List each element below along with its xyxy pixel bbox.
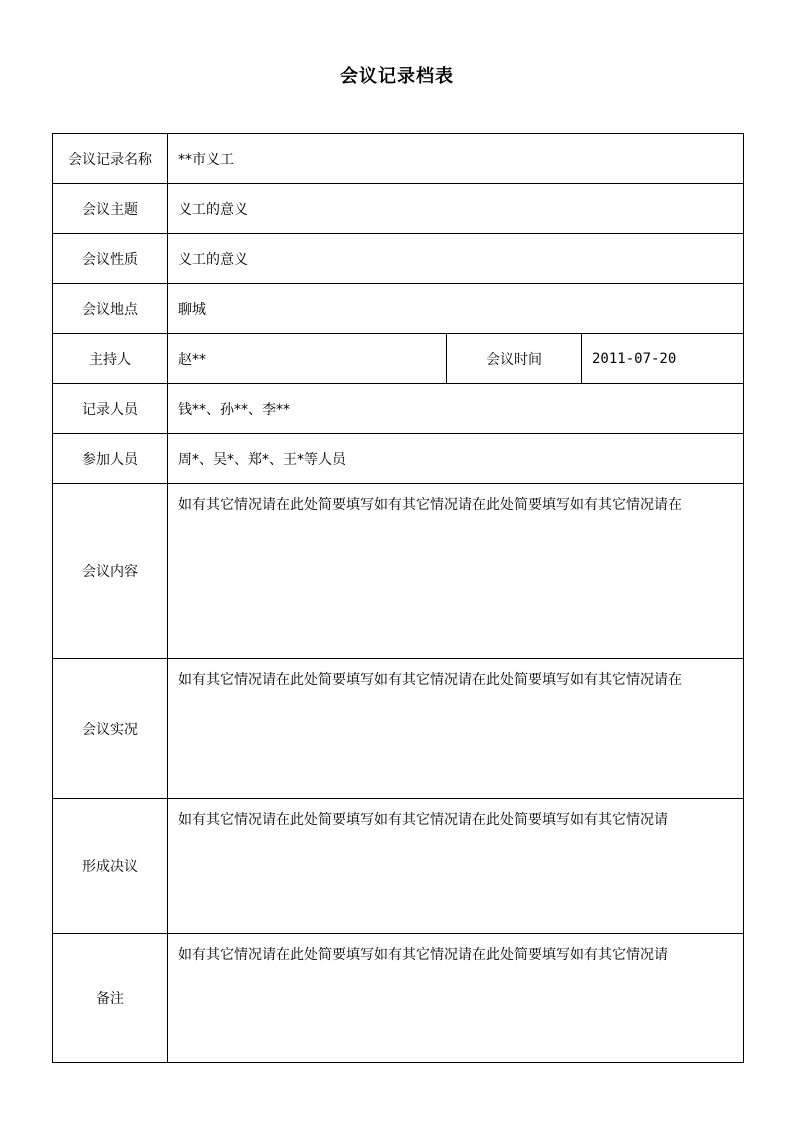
field-recorders[interactable]: 钱**、孙**、李**	[168, 384, 744, 434]
row-resolution	[53, 799, 744, 934]
label-participants: 参加人员	[53, 434, 168, 484]
row-meeting-name	[53, 134, 744, 184]
label-resolution: 形成决议	[53, 799, 168, 934]
field-remarks[interactable]: 如有其它情况请在此处简要填写如有其它情况请在此处简要填写如有其它情况请	[168, 934, 744, 1063]
row-participants	[53, 434, 744, 484]
label-meeting-nature: 会议性质	[53, 234, 168, 284]
label-remarks: 备注	[53, 934, 168, 1063]
label-meeting-location: 会议地点	[53, 284, 168, 334]
field-meeting-location[interactable]: 聊城	[168, 284, 744, 334]
label-meeting-theme: 会议主题	[53, 184, 168, 234]
label-meeting-name: 会议记录名称	[53, 134, 168, 184]
row-recorders	[53, 384, 744, 434]
label-meeting-situation: 会议实况	[53, 659, 168, 799]
row-meeting-location	[53, 284, 744, 334]
row-meeting-situation	[53, 659, 744, 799]
label-host: 主持人	[53, 334, 168, 384]
page-title: 会议记录档表	[340, 66, 454, 87]
row-meeting-content	[53, 484, 744, 659]
row-meeting-theme	[53, 184, 744, 234]
field-resolution[interactable]: 如有其它情况请在此处简要填写如有其它情况请在此处简要填写如有其它情况请	[168, 799, 744, 934]
field-participants[interactable]: 周*、吴*、郑*、王*等人员	[168, 434, 744, 484]
field-meeting-time[interactable]: 2011-07-20	[582, 334, 744, 384]
label-recorders: 记录人员	[53, 384, 168, 434]
field-meeting-nature[interactable]: 义工的意义	[168, 234, 744, 284]
row-host-time	[53, 334, 744, 384]
field-meeting-theme[interactable]: 义工的意义	[168, 184, 744, 234]
field-meeting-name[interactable]: **市义工	[168, 134, 744, 184]
meeting-record-table	[52, 133, 744, 1063]
label-meeting-time: 会议时间	[447, 334, 582, 384]
row-remarks	[53, 934, 744, 1063]
label-meeting-content: 会议内容	[53, 484, 168, 659]
field-meeting-situation[interactable]: 如有其它情况请在此处简要填写如有其它情况请在此处简要填写如有其它情况请在	[168, 659, 744, 799]
row-meeting-nature	[53, 234, 744, 284]
field-host[interactable]: 赵**	[168, 334, 447, 384]
field-meeting-content[interactable]: 如有其它情况请在此处简要填写如有其它情况请在此处简要填写如有其它情况请在	[168, 484, 744, 659]
